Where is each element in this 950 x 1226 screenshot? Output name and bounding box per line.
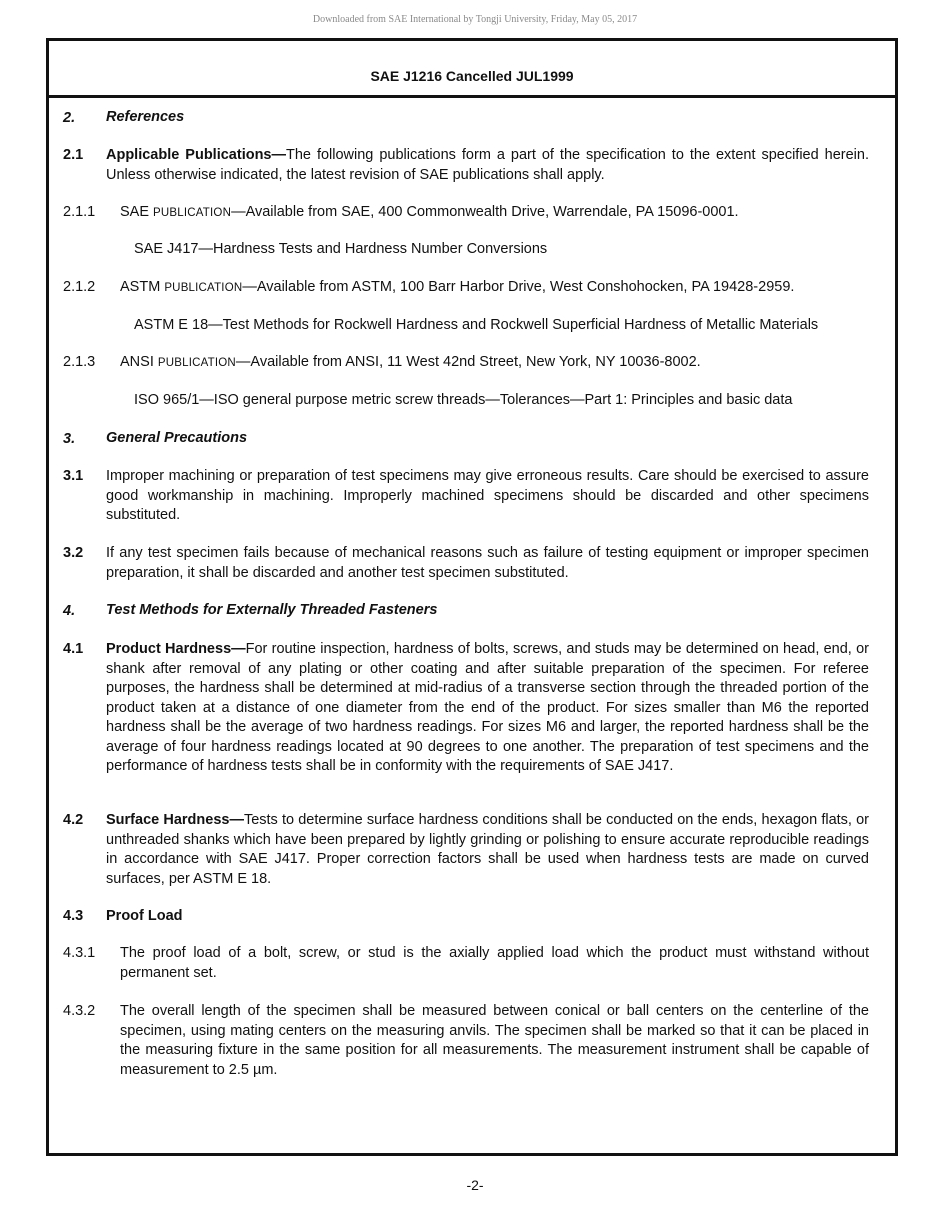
small-caps-publication: PUBLICATION <box>157 357 236 369</box>
document-title: SAE J1216 Cancelled JUL1999 <box>370 68 574 84</box>
small-caps-publication: PUBLICATION <box>153 207 232 219</box>
section-number: 2.1.2 <box>63 279 96 295</box>
section-number: 4. <box>63 603 76 619</box>
paragraph-text: For routine inspection, hardness of bolts, screws, and studs may be determined on head, end, or shank after removal of any plating or other coating and after suitable preparation of the specimen. For referee purposes, the hardness shall be determined at mid-radius of a transverse section through the threaded portion of the product taken at a distance of one diameter from the end of the product. For sizes smaller than M6 the reported hardness shall be the average of two hardness readings. For sizes M6 and larger, the reported hardness shall be the average of four hardness readings located at 90 degrees to one another. The preparation of test specimens and the performance of hardness tests shall be in conformity with the requirements of SAE J417. <box>106 641 869 774</box>
reference-entry: ASTM E 18—Test Methods for Rockwell Hardness and Rockwell Superficial Hardness of Metallic Materials <box>134 317 819 333</box>
document-header <box>49 41 895 98</box>
section-number: 2.1.1 <box>63 204 96 220</box>
section-number: 4.3 <box>63 908 84 924</box>
paragraph-text: The following publications form a part of the specification to the extent specified herein. Unless otherwise indicated, the latest revision of SAE publications shall apply. <box>106 147 869 183</box>
section-number: 3.1 <box>63 468 84 484</box>
section-number: 2. <box>63 110 76 126</box>
section-number: 4.3.1 <box>63 945 96 961</box>
paragraph-4-2: Surface Hardness—Tests to determine surface hardness conditions shall be conducted on the ends, hexagon flats, or unthreaded shanks which have been prepared by lightly grinding or polishing to ensure accurate reproducible readings in accordance with SAE J417. Proper correction factors shall be used when hardness tests are made on curved surfaces, per ASTM E 18. <box>106 812 869 887</box>
paragraph-2-1-2: ASTM PUBLICATION—Available from ASTM, 100 Barr Harbor Drive, West Conshohocken, PA 19428-2959. <box>120 279 795 295</box>
small-caps-publication: PUBLICATION <box>164 282 243 294</box>
paragraph-2-1-1: SAE PUBLICATION—Available from SAE, 400 Commonwealth Drive, Warrendale, PA 15096-0001. <box>120 204 739 220</box>
paragraph-4-3-1: The proof load of a bolt, screw, or stud is the axially applied load which the product must withstand without permanent set. <box>120 945 869 981</box>
paragraph-3-1: Improper machining or preparation of test specimens may give erroneous results. Care should be exercised to assure good workmanship in machining. Improperly machined specimens should be discarded and other specimens substituted. <box>106 468 869 523</box>
section-heading: General Precautions <box>106 430 248 446</box>
paragraph-2-1: Applicable Publications—The following publications form a part of the specification to the extent specified herein. Unless otherwise indicated, the latest revision of SAE publications shall apply. <box>106 147 869 183</box>
paragraph-4-3-2: The overall length of the specimen shall be measured between conical or ball centers on the centerline of the specimen, using mating centers on the measuring anvils. The specimen shall be marked so that it can be placed in the measuring fixture in the same position for all measurements. The measurement instrument shall be capable of measurement to 2.5 µm. <box>120 1003 869 1078</box>
paragraph-3-2: If any test specimen fails because of mechanical reasons such as failure of testing equipment or improper specimen preparation, it shall be discarded and another test specimen substituted. <box>106 545 869 581</box>
section-number: 4.1 <box>63 641 84 657</box>
document-frame <box>46 38 898 1156</box>
section-number: 2.1.3 <box>63 354 96 370</box>
section-number: 3. <box>63 431 76 447</box>
paragraph-4-1: Product Hardness—For routine inspection, hardness of bolts, screws, and studs may be determined on head, end, or shank after removal of any plating or other coating and after suitable preparation of the specimen. For referee purposes, the hardness shall be determined at mid-radius of a transverse section through the threaded portion of the product taken at a distance of one diameter from the end of the product. For sizes smaller than M6 the reported hardness shall be the average of two hardness readings. For sizes M6 and larger, the reported hardness shall be the average of four hardness readings located at 90 degrees to one another. The preparation of test specimens and the performance of hardness tests shall be in conformity with the requirements of SAE J417. <box>106 641 869 774</box>
paragraph-2-1-3: ANSI PUBLICATION—Available from ANSI, 11 West 42nd Street, New York, NY 10036-8002. <box>120 354 701 370</box>
section-number: 4.3.2 <box>63 1003 96 1019</box>
section-number: 4.2 <box>63 812 84 828</box>
reference-entry: SAE J417—Hardness Tests and Hardness Number Conversions <box>134 241 548 257</box>
paragraph-text: Tests to determine surface hardness conditions shall be conducted on the ends, hexagon flats, or unthreaded shanks which have been prepared by lightly grinding or polishing to ensure accurate reproducible readings in accordance with SAE J417. Proper correction factors shall be used when hardness tests are made on curved surfaces, per ASTM E 18. <box>106 812 869 887</box>
page-number: -2- <box>466 1177 484 1193</box>
reference-entry: ISO 965/1—ISO general purpose metric screw threads—Tolerances—Part 1: Principles and basic data <box>134 392 793 408</box>
section-heading: Proof Load <box>106 908 183 924</box>
section-heading: References <box>106 109 185 125</box>
paragraph-title: Surface Hardness <box>106 812 230 828</box>
download-watermark: Downloaded from SAE International by Tongji University, Friday, May 05, 2017 <box>312 14 638 25</box>
section-number: 3.2 <box>63 545 84 561</box>
paragraph-title: Product Hardness <box>106 641 232 657</box>
paragraph-title: Applicable Publications <box>106 147 272 163</box>
section-number: 2.1 <box>63 147 84 163</box>
section-heading: Test Methods for Externally Threaded Fasteners <box>106 602 438 618</box>
